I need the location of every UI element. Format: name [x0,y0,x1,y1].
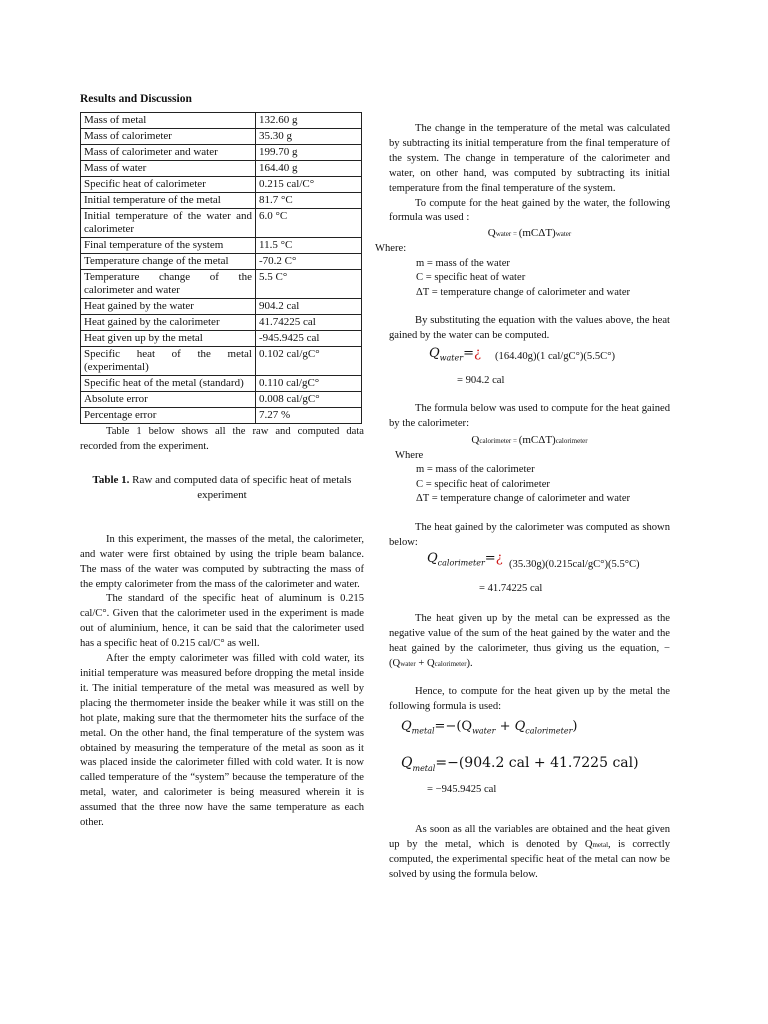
row-label: Mass of calorimeter and water [81,145,256,161]
equation-metal-values: $Q_{metal}=-(904.2$ cal + 41.7225 cal) [401,755,639,774]
row-label: Specific heat of calorimeter [81,177,256,193]
table-row [81,299,362,315]
where-label-2: Where [395,449,424,461]
row-label: Mass of water [81,161,256,177]
section-heading: Results and Discussion [80,93,192,105]
result-water: = 904.2 cal [457,375,505,387]
table-row [81,347,362,376]
row-value: 0.110 cal/gC° [256,376,362,392]
left-column [80,93,364,831]
row-value: 7.27 % [256,408,362,424]
table-row [81,392,362,408]
caption-label: Table 1. [92,473,130,486]
row-value: 132.60 g [256,113,362,129]
row-label: Initial temperature of the water and calorimeter [81,209,256,238]
table-row [81,331,362,347]
row-value: 0.215 cal/C° [256,177,362,193]
row-label: Initial temperature of the metal [81,193,256,209]
result-calorimeter: = 41.74225 cal [479,582,543,594]
row-value: 81.7 °C [256,193,362,209]
row-label: Temperature change of the calorimeter and water [81,270,256,299]
equation-calorimeter: $Q_{calorimeter}=¿$ (35.30g)(0.215cal/gC°)(5.5°C) [427,550,640,570]
paragraph-2: The standard of the specific heat of aluminum is 0.215 cal/C°. Given that the calorimeter used in the experiment is made out of aluminium, hence, it can be said that the calorimeter used has a specific heat of 0.215 cal/C° as well. [80,593,364,650]
table-row [81,376,362,392]
row-label: Heat gained by the calorimeter [81,315,256,331]
formula-calorimeter: Qcalorimeter = (mCΔT)calorimeter [471,433,588,446]
formula-water: Qwater = (mCΔT)water [487,227,572,240]
row-value: 11.5 °C [256,238,362,254]
paragraph-r1: The change in the temperature of the metal was calculated by subtracting its initial temperature from the final temperature of the system. The change in temperature of the calorimeter and water, on other hand, was computed by subtracting its initial temperature from the final temperature of the system. [389,123,670,194]
row-value: 904.2 cal [256,299,362,315]
table-row [81,254,362,270]
table-row [81,177,362,193]
table-intro: Table 1 below shows all the raw and computed data recorded from the experiment. [80,426,364,452]
row-value: 164.40 g [256,161,362,177]
definitions-2: m = mass of the calorimeter C = specific heat of calorimeter ΔT = temperature change of calorimeter and water [416,464,631,505]
row-label: Absolute error [81,392,256,408]
row-label: Percentage error [81,408,256,424]
row-value: 0.102 cal/gC° [256,347,362,376]
row-label: Specific heat of the metal (standard) [81,376,256,392]
data-table [80,112,362,424]
row-value: 5.5 C° [256,270,362,299]
row-value: -70.2 C° [256,254,362,270]
row-value: 6.0 °C [256,209,362,238]
table-row [81,129,362,145]
table-row [81,161,362,177]
table-row [81,193,362,209]
row-value: 199.70 g [256,145,362,161]
table-row [81,113,362,129]
where-label-1: Where: [375,243,407,255]
table-caption [80,473,364,503]
equation-metal-general: $Q_{metal}=-(Q_{water} + Q_{calorimeter})$ [401,719,578,736]
caption-text: Raw and computed data of specific heat of metals experiment [129,473,352,501]
table-row [81,408,362,424]
equation-water: $Q_{water}=¿$ (164.40g)(1 cal/gC°)(5.5C°) [429,346,615,363]
paragraph-r6: The heat given up by the metal can be expressed as the negative value of the sum of the heat gained by the water and the heat gained by the calorimeter, thus giving us the equation, −(Qwater + Qcalorimeter). [389,612,670,669]
row-label: Temperature change of the metal [81,254,256,270]
row-label: Heat given up by the metal [81,331,256,347]
paragraph-r3: By substituting the equation with the values above, the heat gained by the water can be computed. [389,315,670,342]
row-value: 35.30 g [256,129,362,145]
result-metal: = −945.9425 cal [427,784,497,796]
table-row [81,270,362,299]
paragraph-r7: Hence, to compute for the heat given up by the metal the following formula is used: [389,686,670,713]
paragraph-r5: The heat gained by the calorimeter was computed as shown below: [389,521,670,548]
row-value: 0.008 cal/gC° [256,392,362,408]
paragraph-r8: As soon as all the variables are obtained and the heat given up by the metal, which is denoted by Qmetal, is correctly computed, the experimental specific heat of the metal can now be solved by using the formula below. [389,824,670,880]
paragraph-3: After the empty calorimeter was filled with cold water, its initial temperature was measured before dropping the metal inside it. The initial temperature of the metal was measured as well by placing the thermometer inside the beaker while it was still on the hot plate, making sure that the thermometer hits the surface of the metal. On the other hand, the final temperature of the system was obtained by measuring the temperature of the metal as soon as it was placed inside the calorimeter filled with cold water. It is now called temperature of the “system” because the temperature of the metal, water, and calorimeter is being measured wherein it is assumed that the three now have the same temperature as each other. [80,653,364,829]
row-value: 41.74225 cal [256,315,362,331]
definitions-1: m = mass of the water C = specific heat of water ΔT = temperature change of calorimeter and water [416,257,631,298]
table-row [81,145,362,161]
table-row [81,315,362,331]
row-value: -945.9425 cal [256,331,362,347]
table-row [81,209,362,238]
paragraph-1: In this experiment, the masses of the metal, the calorimeter, and water were first obtained by using the triple beam balance. The mass of the water was computed by subtracting the mass of the empty calorimeter from the mass of the calorimeter and water. [80,533,364,590]
row-label: Mass of calorimeter [81,129,256,145]
row-label: Heat gained by the water [81,299,256,315]
table-row [81,238,362,254]
row-label: Final temperature of the system [81,238,256,254]
right-column [375,122,670,883]
row-label: Specific heat of the metal (experimental) [81,347,256,376]
row-label: Mass of metal [81,113,256,129]
paragraph-r2: To compute for the heat gained by the water, the following formula was used : [389,197,670,224]
paragraph-r4: The formula below was used to compute for the heat gained by the calorimeter: [389,403,670,430]
